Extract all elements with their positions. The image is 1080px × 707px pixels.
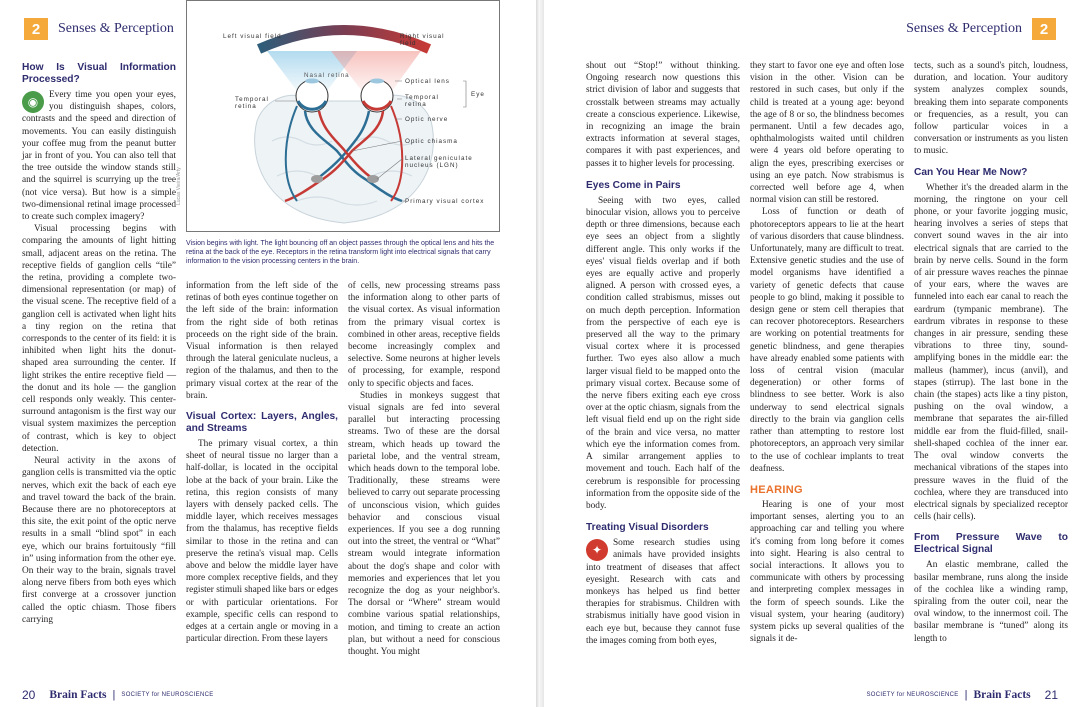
publication-title: Brain Facts	[49, 689, 107, 701]
section-heading-hear-now: Can You Hear Me Now?	[914, 166, 1028, 178]
figure-label-optic-nerve: Optic nerve	[405, 116, 449, 123]
paragraph: tects, such as a sound's pitch, loudness, duration, and location. Your auditory system analyzes complex sounds, breaking them into separate components or frequencies, as a result, you can follow particular voices in a conversation or instruments as you listen to music.	[914, 61, 1068, 157]
paragraph: Studies in monkeys suggest that visual signals are fed into several parallel but interacting processing streams. Two of these are the dorsal stream, which heads up toward the parietal lobe, and the ventral stream, which heads down to the temporal lobe. Traditionally, these streams were believed to carry out separate processing of unconscious vision, which guides behavior and conscious visual experiences. If you see a dog running out into the street, the ventral or “What” stream would integrate information about the dog's shape and color with memories and experiences that let you recognize the dog as your neighbor's. The dorsal or “Where” stream would combine various spatial relationships, motion, and timing to create an action plan, but without a need for conscious thought. You might	[348, 390, 500, 658]
footer-left	[22, 688, 214, 702]
footer-right	[866, 688, 1058, 702]
paragraph: Neural activity in the axons of ganglion cells is transmitted via the optic nerves, which exit the back of each eye and travel toward the back of the brain. Because there are no photoreceptors at this site, the exit point of the optic nerve results in a small “blind spot” in each eye, which our brains fortuitously “fill in” using information from the other eye. On their way to the brain, signals travel along nerve fibers from both eyes which first converge at a crossover junction called the optic chiasm. Those fibers carrying	[22, 456, 176, 625]
chapter-header-left	[24, 18, 174, 40]
section-heading-hearing: HEARING	[750, 483, 803, 496]
paragraph: Hearing is one of your most important senses, alerting you to an approaching car and telling you where it's coming from long before it comes into sight. Hearing is also central to social interactions. It allows you to communicate with others by processing and interpreting complex messages in the form of speech sounds. Like the visual system, your hearing (auditory) system picks up several qualities of the signals it de-	[750, 499, 904, 645]
figure-label-right-visual-field: Right visual field	[400, 33, 445, 47]
chapter-header-right	[906, 18, 1056, 40]
figure-credit: Lucas Vieira/Arty	[176, 167, 182, 205]
chapter-number-badge: 2	[24, 18, 48, 40]
animal-research-icon: ✦	[586, 539, 608, 561]
left-column-2	[186, 280, 338, 645]
figure-label-temporal-retina-left: Temporal retina	[235, 96, 269, 110]
visual-pathway-figure	[186, 0, 500, 232]
section-heading-visual-disorders: Treating Visual Disorders	[586, 522, 709, 534]
publisher-name: SOCIETY for NEUROSCIENCE	[121, 692, 214, 698]
chapter-title: Senses & Perception	[906, 21, 1022, 36]
page-number: 20	[22, 688, 36, 702]
footer-separator: |	[964, 689, 968, 701]
eye-icon: ◉	[22, 91, 44, 113]
figure-label-left-visual-field: Left visual field	[223, 33, 282, 40]
right-column-2	[750, 60, 904, 645]
section-heading-visual-processing: How Is Visual Information Processed?	[22, 62, 176, 85]
figure-label-nasal-retina: Nasal retina	[304, 72, 350, 79]
right-page	[544, 0, 1080, 707]
figure-label-lgn: Lateral geniculate nucleus (LGN)	[405, 155, 473, 169]
left-column-3	[348, 280, 500, 658]
paragraph: The primary visual cortex, a thin sheet of neural tissue no larger than a half-dollar, is located in the occipital lobe at the back of your brain. Like the retina, this region consists of many layers with densely packed cells. The middle layer, which receives messages from the thalamus, has receptive fields similar to those in the retina and can preserve the retina's visual map. Cells above and below the middle layer have more complex receptive fields, and they register stimuli shaped like bars or edges or with particular orientations. For example, specific cells can respond to edges at a certain angle or moving in a particular direction. From these layers	[186, 439, 338, 645]
paragraph: Some research studies using animals have provided insights into treatment of diseases that affect eyesight. Research with cats and monkeys has helped us find better therapies for strabismus. Children with strabismus initially have good vision in each eye but, because they cannot fuse the images coming from both eyes,	[586, 538, 740, 646]
publisher-name: SOCIETY for NEUROSCIENCE	[866, 692, 959, 698]
paragraph: Seeing with two eyes, called binocular vision, allows you to perceive depth or three dimensions, because each eye sees an object from a slightly different angle. This only works if the eyes' visual fields overlap and if both eyes are equally active and properly aligned. A person with crossed eyes, a condition called strabismus, misses out on much depth perception. Information from the perspective of each eye is preserved all the way to the primary visual cortex where it is processed further. Two eyes also allow a much larger visual field to be mapped onto the primary visual cortex. Because some of the nerve fibers exiting each eye cross over at the optic chiasm, signals from the left visual field end up on the right side of the brain and vice versa, no matter which eye the information comes from. A similar arrangement applies to movement and touch. Each half of the cerebrum is responsible for processing information from the opposite side of the body.	[586, 195, 740, 511]
paragraph: Loss of function or death of photoreceptors appears to lie at the heart of various disorders that cause blindness. Unfortunately, many are difficult to treat. Extensive genetic studies and the use of model organisms have identified a variety of genetic defects that cause people to go blind, making it possible to design gene or stem cell therapies that can recover photoreceptors. Researchers are working on potential treatments for genetic blindness, and gene therapies have already enabled some patients with loss of central vision (macular degeneration) or other forms of blindness to see better. Work is also underway to send electrical signals directly to the brain via ganglion cells rather than attempting to restore lost photoreceptors, an approach very similar to the use of cochlear implants to treat deafness.	[750, 207, 904, 474]
section-heading-visual-cortex: Visual Cortex: Layers, Angles, and Streams	[186, 411, 338, 435]
paragraph: Every time you open your eyes, you distinguish shapes, colors, contrasts and the speed and direction of movements. You can easily distinguish your coffee mug from the peanut butter jar in front of you. You can also tell that the tree outside the window stands still and the squirrel is scurrying up the tree (not vice versa). But how is a simple two-dimensional retinal image processed to create such complex imagery?	[22, 90, 176, 223]
paragraph: Visual processing begins with comparing the amounts of light hitting small, adjacent areas on the retina. The receptive fields of ganglion cells “tile” the retina, providing a complete two-dimensional representation (or map) of the visual scene. The receptive field of a ganglion cell is activated when light hits a tiny region on the retina that corresponds to the center of its field: it is inhibited when light hits the donut-shaped area surrounding the center. If light strikes the entire receptive field — the donut and its hole — the ganglion cell responds only weakly. This center-surround antagonism is the first way our visual system maximizes the perception of contrast, which is key to object detection.	[22, 224, 176, 454]
right-column-1	[586, 60, 740, 647]
chapter-title: Senses & Perception	[58, 21, 174, 36]
figure-label-eye: Eye	[471, 91, 485, 98]
paragraph: they start to favor one eye and often lose vision in the other. Vision can be restored in such cases, but only if the child is treated at a young age: beyond the age of 8 or so, the blindness becomes permanent. Until a few decades ago, ophthalmologists waited until children were 4 years old before operating to align the eyes, prescribing exercises or using an eye patch. Now strabismus is corrected well before age 4, when normal vision can still be restored.	[750, 61, 904, 206]
page-number: 21	[1044, 688, 1058, 702]
right-column-3	[914, 60, 1068, 645]
figure-label-optic-chiasma: Optic chiasma	[405, 138, 458, 145]
chapter-number-badge: 2	[1032, 18, 1056, 40]
figure-caption: Vision begins with light. The light bouncing off an object passes through the optical lens and hits the retina at the back of the eye. Receptors in the retina transform light into electrical signals that carry information to the vision processing centers in the brain.	[186, 240, 495, 265]
figure-label-temporal-retina-right: Temporal retina	[405, 94, 439, 108]
section-heading-eyes-pairs: Eyes Come in Pairs	[586, 179, 681, 191]
section-heading-pressure-wave: From Pressure Wave to Electrical Signal	[914, 532, 1068, 556]
left-page	[0, 0, 536, 707]
paragraph: shout out “Stop!” without thinking. Ongoing research now questions this strict division of labor and suggests that crosstalk between streams may actually create a conscious experience. Likewise, in recognizing an image the brain extracts information at several stages, compares it with past experiences, and passes it to higher levels for processing.	[586, 61, 740, 169]
left-column-1	[22, 60, 176, 626]
paragraph: Whether it's the dreaded alarm in the morning, the ringtone on your cell phone, or your favorite jogging music, hearing involves a series of steps that convert sound waves in the air into electrical signals that are carried to the brain by nerve cells. Sound in the form of air pressure waves reaches the pinnae of your ears, where the waves are funneled into each ear canal to reach the eardrum (tympanic membrane). The eardrum vibrates in response to these changes in air pressure, sending these vibrations to three tiny, sound-amplifying bones in the middle ear: the malleus (hammer), incus (anvil), and stapes (stirrup). The last bone in the chain (the stapes) acts like a tiny piston, pushing on the oval window, a membrane that separates the air-filled middle ear from the fluid-filled, snail-shell-shaped cochlea of the inner ear. The oval window converts the mechanical vibrations of the stapes into pressure waves in the fluid of the cochlea, where they are transduced into electrical signals by specialized receptor cells (hair cells).	[914, 182, 1068, 523]
paragraph: information from the left side of the retinas of both eyes continue together on the left side of the brain: information from the right side of both retinas proceeds on the right side of the brain. Visual information is then relayed through the lateral geniculate nucleus, a region of the thalamus, and then to the primary visual cortex at the rear of the brain.	[186, 281, 338, 401]
book-gutter	[536, 0, 544, 707]
publication-title: Brain Facts	[973, 689, 1031, 701]
footer-separator: |	[112, 689, 116, 701]
figure-label-primary-visual-cortex: Primary visual cortex	[405, 198, 485, 205]
figure-label-optical-lens: Optical lens	[405, 78, 450, 85]
paragraph: of cells, new processing streams pass the information along to other parts of the visual cortex. As visual information from the primary visual cortex is combined in other areas, receptive fields become increasingly complex and selective. Some neurons at higher levels of processing, for example, respond only to specific objects and faces.	[348, 281, 500, 389]
paragraph: An elastic membrane, called the basilar membrane, runs along the inside of the cochlea like a winding ramp, spiraling from the outer coil, near the oval window, to the innermost coil. The basilar membrane is “tuned” along its length to	[914, 560, 1068, 644]
